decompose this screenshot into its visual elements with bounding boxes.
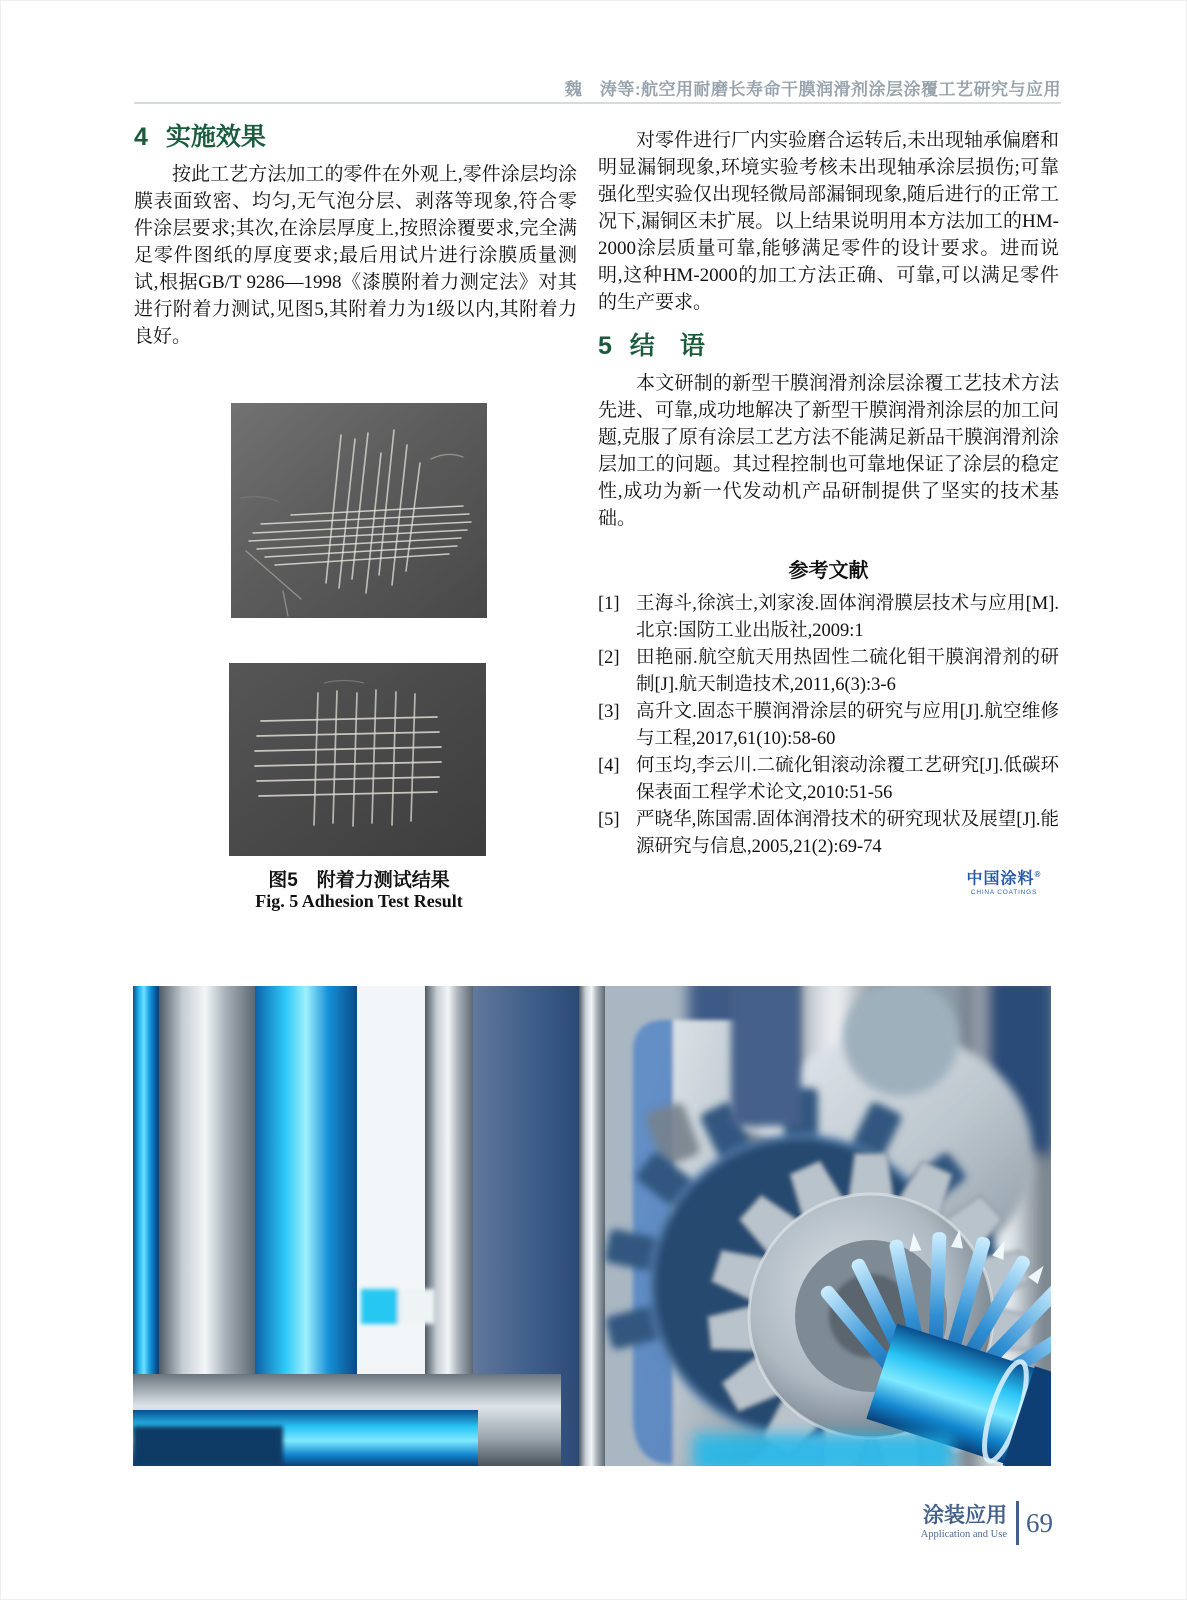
section-4-paragraph: 按此工艺方法加工的零件在外观上,零件涂层均涂膜表面致密、均匀,无气泡分层、剥落等现象,符合零件涂层要求;其次,在涂层厚度上,按照涂覆要求,完全满足零件图纸的厚度要求;最后用试片进行涂膜质量测试,根据GB/T 9286—1998《漆膜附着力测定法》对其进行附着力测试,见图5,其附着力为1级以内,其附着力良好。 — [134, 164, 577, 347]
reference-label: [3] — [598, 702, 620, 722]
reference-item — [598, 753, 1059, 807]
results-paragraph: 对零件进行厂内实验磨合运转后,未出现轴承偏磨和明显漏铜现象,环境实验考核未出现轴承涂层损伤;可靠强化型实验仅出现轻微局部漏铜现象,随后进行的正常工况下,漏铜区未扩展。以上结果说明用本方法加工的HM-2000涂层质量可靠,能够满足零件的设计要求。进而说明,这种HM-2000的加工方法正确、可靠,可以满足零件的生产要求。 — [598, 130, 1059, 313]
reference-text: 严晓华,陈国需.固体润滑技术的研究现状及展望[J].能源研究与信息,2005,21(2):69-74 — [636, 810, 1059, 857]
machinery-illustration — [133, 986, 1051, 1466]
reference-text: 田艳丽.航空航天用热固性二硫化钼干膜润滑剂的研制[J].航天制造技术,2011,6(3):3-6 — [636, 648, 1059, 695]
footer-section-cn: 涂装应用 — [923, 1504, 1007, 1527]
reference-text: 何玉均,李云川.二硫化钼滚动涂覆工艺研究[J].低碳环保表面工程学术论文,2010:51-56 — [636, 756, 1059, 803]
gears-render-image — [133, 986, 1051, 1466]
figure-caption-en: Fig. 5 Adhesion Test Result — [255, 891, 463, 911]
reference-label: [4] — [598, 756, 620, 776]
section-4-title: 实施效果 — [165, 123, 266, 151]
page-footer — [841, 1501, 1053, 1545]
adhesion-test-photo-2 — [229, 663, 486, 856]
section-5-heading — [598, 330, 1059, 362]
section-4-number: 4 — [134, 123, 148, 151]
reference-item — [598, 645, 1059, 699]
header-divider — [134, 102, 1061, 104]
references-list — [598, 591, 1059, 861]
section-5-number: 5 — [598, 332, 612, 360]
footer-divider — [1016, 1501, 1019, 1545]
reference-text: 高升文.固态干膜润滑涂层的研究与应用[J].航空维修与工程,2017,61(10):58-60 — [636, 702, 1059, 749]
reference-label: [1] — [598, 594, 620, 614]
logo-text-en: CHINA COATINGS — [970, 889, 1038, 897]
section-5-title: 结 语 — [629, 332, 705, 360]
footer-section — [921, 1504, 1007, 1542]
adhesion-test-photo-1 — [231, 403, 487, 618]
reference-label: [2] — [598, 648, 620, 668]
footer-section-en: Application and Use — [920, 1529, 1007, 1540]
figure-caption-cn: 图5 附着力测试结果 — [268, 870, 450, 891]
conclusion-paragraph: 本文研制的新型干膜润滑剂涂层涂覆工艺技术方法先进、可靠,成功地解决了新型干膜润滑剂涂层的加工问题,克服了原有涂层工艺方法不能满足新品干膜润滑剂涂层加工的问题。其过程控制也可靠地保证了涂层的稳定性,成功为新一代发动机产品研制提供了坚实的技术基础。 — [598, 373, 1059, 529]
scratch-grid-image — [229, 663, 486, 856]
reference-item — [598, 591, 1059, 645]
reference-item — [598, 699, 1059, 753]
section-4-heading — [134, 121, 577, 153]
reference-label: [5] — [598, 810, 620, 830]
references-title: 参考文献 — [788, 560, 869, 582]
logo-text-cn: 中国涂料® — [966, 870, 1042, 888]
reference-text: 王海斗,徐滨士,刘家浚.固体润滑膜层技术与应用[M]. 北京:国防工业出版社,2009:1 — [636, 594, 1059, 641]
china-coatings-logo — [954, 871, 1054, 897]
running-title: 魏 涛等:航空用耐磨长寿命干膜润滑剂涂层涂覆工艺研究与应用 — [564, 80, 1061, 99]
reference-item — [598, 807, 1059, 861]
right-column — [598, 127, 1059, 861]
left-column — [134, 121, 577, 350]
scratch-crosshatch-image — [231, 403, 487, 618]
registered-mark: ® — [1034, 870, 1042, 879]
page-number: 69 — [1026, 1507, 1053, 1538]
